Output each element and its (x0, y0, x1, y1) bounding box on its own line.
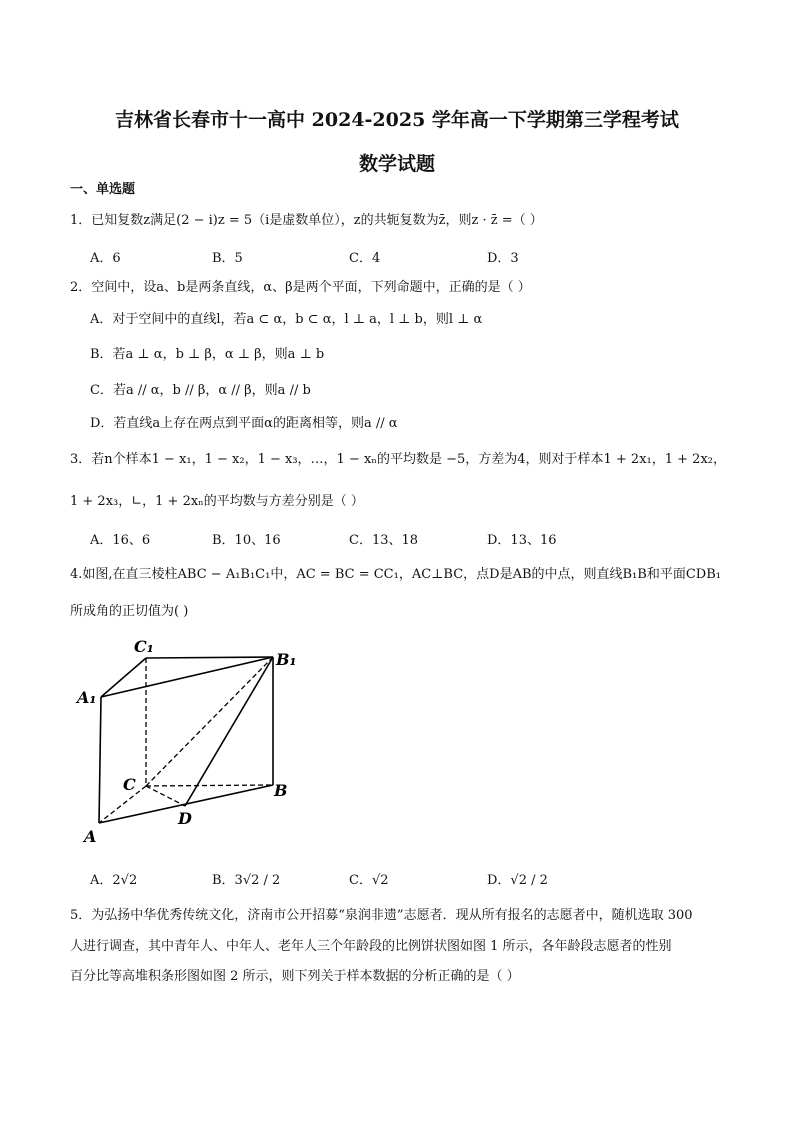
edge-c1-b1 (146, 657, 273, 658)
q2-option-a: A．对于空间中的直线l，若a ⊂ α，b ⊂ α，l ⊥ a，l ⊥ b，则l ⊥ α (90, 312, 483, 327)
q1-option-c: C．4 (349, 251, 381, 266)
label-c1: C₁ (134, 637, 154, 656)
prism-figure (74, 634, 304, 849)
question-2-stem: 2．空间中，设a、b是两条直线，α、β是两个平面，下列命题中，正确的是（ ） (70, 280, 531, 295)
q4-option-b: B．3√2 / 2 (212, 873, 281, 888)
label-b1: B₁ (276, 650, 297, 669)
q4-option-a: A．2√2 (90, 873, 138, 888)
q2-option-c: C．若a // α，b // β，α // β，则a // b (90, 383, 311, 398)
edge-b1-d (185, 657, 273, 806)
question-1-stem: 1．已知复数z满足(2 − i)z = 5（i是虚数单位），z的共轭复数为z̄，则z · z̄ =（ ） (70, 213, 543, 228)
label-d: D (178, 809, 192, 828)
page-title: 吉林省长春市十一高中 2024-2025 学年高一下学期第三学程考试 (115, 109, 679, 131)
q1-option-a: A．6 (90, 251, 121, 266)
question-5-line3: 百分比等高堆积条形图如图 2 所示，则下列关于样本数据的分析正确的是（ ） (70, 969, 520, 984)
question-4-stem-line1: 4.如图,在直三棱柱ABC − A₁B₁C₁中，AC = BC = CC₁，AC⊥BC，点D是AB的中点，则直线B₁B和平面CDB₁ (70, 567, 721, 582)
q4-option-d: D．√2 / 2 (487, 873, 548, 888)
edge-c-b1 (146, 657, 273, 786)
question-5-line1: 5．为弘扬中华优秀传统文化，济南市公开招募“泉润非遗”志愿者．现从所有报名的志愿者中，随机选取 300 (70, 908, 693, 923)
q3-option-b: B．10、16 (212, 533, 281, 548)
q3-option-d: D．13、16 (487, 533, 557, 548)
page-subtitle: 数学试题 (358, 153, 435, 175)
q3-option-c: C．13、18 (349, 533, 419, 548)
question-3-stem-line2: 1 + 2x₃，∟，1 + 2xₙ的平均数与方差分别是（ ） (70, 494, 364, 509)
question-5-line2: 人进行调查，其中青年人、中年人、老年人三个年龄段的比例饼状图如图 1 所示，各年龄段志愿者的性别 (70, 939, 672, 954)
question-4-stem-line2: 所成角的正切值为( ) (70, 604, 189, 619)
q2-option-b: B．若a ⊥ α，b ⊥ β，α ⊥ β，则a ⊥ b (90, 347, 325, 362)
edge-c-b (146, 785, 273, 786)
q1-option-d: D．3 (487, 251, 519, 266)
edge-a1-b1 (101, 657, 273, 697)
label-a1: A₁ (77, 688, 97, 707)
question-3-stem-line1: 3．若n个样本1 − x₁，1 − x₂，1 − x₃，…，1 − xₙ的平均数是 −5，方差为4，则对于样本1 + 2x₁，1 + 2x₂， (70, 452, 726, 467)
label-a: A (84, 827, 97, 846)
edge-a1-a (99, 697, 101, 823)
edge-c-d (146, 786, 185, 806)
label-b: B (274, 781, 288, 800)
q3-option-a: A．16、6 (90, 533, 151, 548)
q1-option-b: B．5 (212, 251, 243, 266)
label-c: C (123, 775, 136, 794)
q4-option-c: C．√2 (349, 873, 389, 888)
section-heading: 一、单选题 (70, 182, 136, 197)
q2-option-d: D．若直线a上存在两点到平面α的距离相等，则a // α (90, 416, 398, 431)
